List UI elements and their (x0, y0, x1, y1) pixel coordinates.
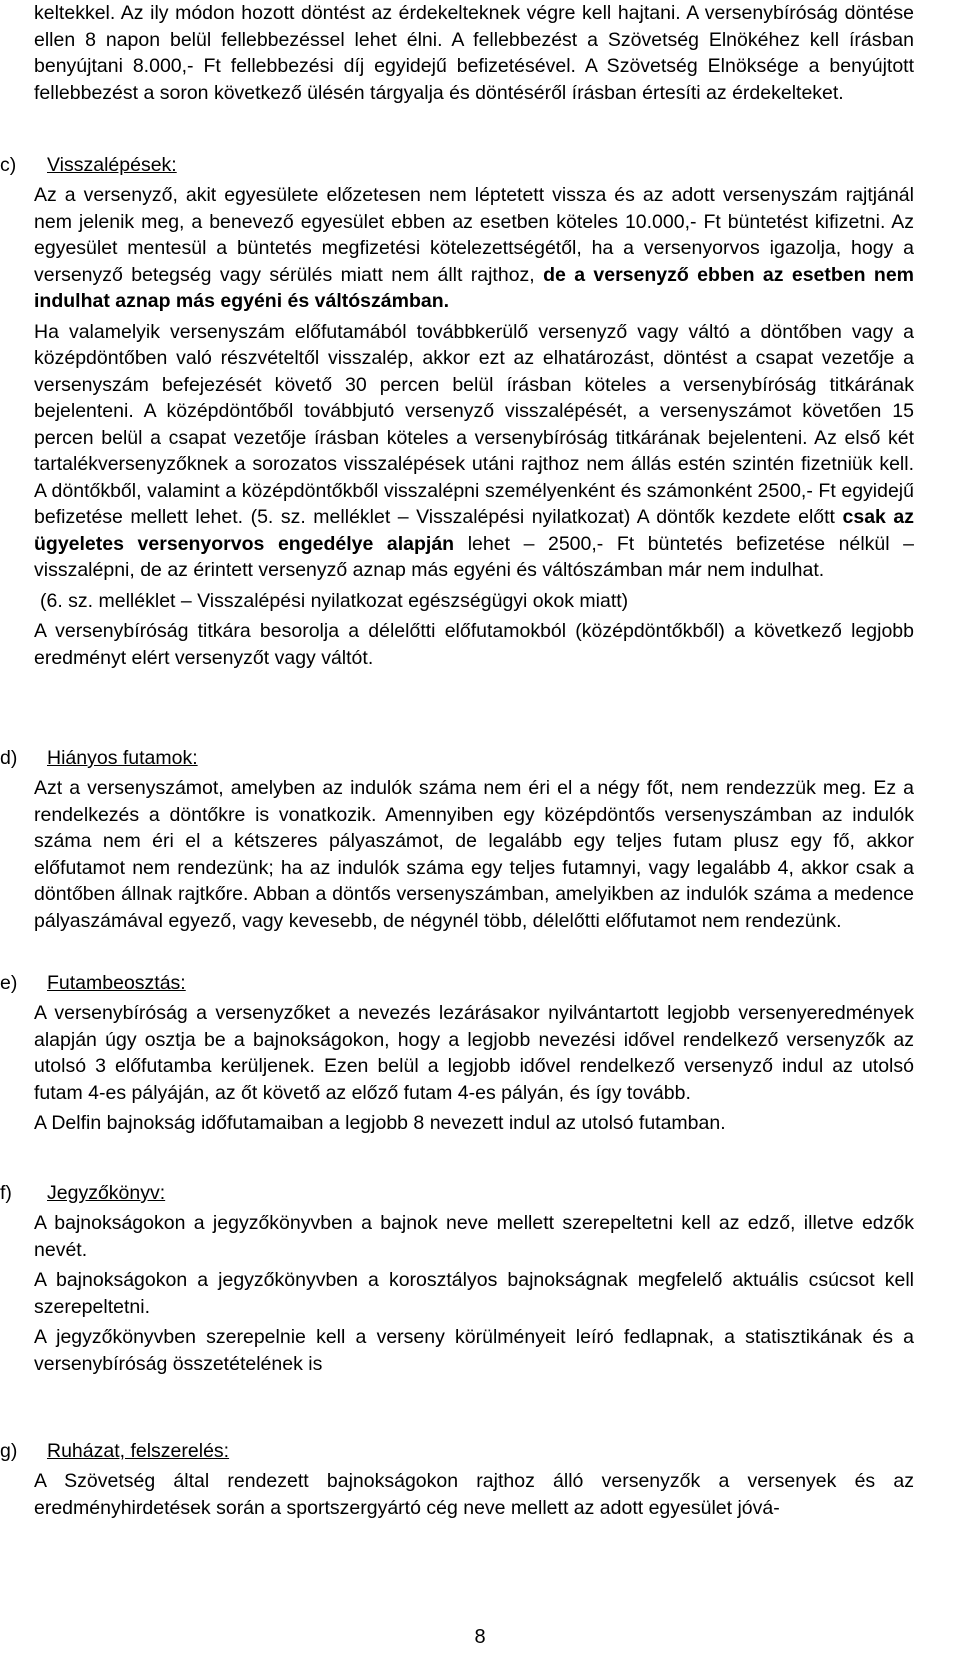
section-c-p2-text-end: lehet – 2500,- Ft büntetés befizetése nélkül – visszalépni, de az érintett versenyző aznap más egyéni és váltószámban már nem indulhat. (34, 532, 915, 581)
section-e-body (34, 1000, 914, 1141)
section-e-paragraph-1: A versenybíróság a versenyzőket a nevezés lezárásakor nyilvántartott legjobb versenyeredmények alapján úgy osztja be a bajnokságokon, hogy a legjobb nevezési idővel rendelkező versenyzők az utolsó 3 előfutamba kerüljenek. Ezen belül a legjobb idővel rendelkező versenyző indul az utolsó futam 4-es pályáján, az őt követő az előző futam 4-es pályán, és így tovább. (34, 1002, 914, 1104)
section-c-paragraph-2 (34, 319, 914, 584)
section-g-marker: g) (0, 1440, 18, 1462)
section-d-marker: d) (0, 747, 18, 769)
section-c-heading: Visszalépések: (47, 154, 177, 176)
section-c-p1-bold: de a versenyző ebben az esetben nem indulhat aznap más egyéni és váltószámban. (34, 263, 915, 312)
intro-text: keltekkel. Az ily módon hozott döntést az érdekelteknek végre kell hajtani. A versenybíróság döntése ellen 8 napon belül fellebbezéssel lehet élni. A fellebbezést a Szövetség Elnökéhez kell írásban benyújtani 8.000,- Ft fellebbezési díj egyidejű befizetésével. A Szövetség Elnöksége a benyújtott fellebbezést a soron következő ülésén tárgyalja és döntéséről írásban értesíti az érdekelteket. (34, 2, 914, 104)
intro-paragraph (34, 0, 914, 106)
section-g-heading: Ruházat, felszerelés: (47, 1440, 230, 1462)
section-f-paragraph-3: A jegyzőkönyvben szerepelnie kell a verseny körülményeit leíró fedlapnak, a statisztikának és a versenybíróság összetételének is (34, 1326, 914, 1375)
section-d-paragraph-1: Azt a versenyszámot, amelyben az indulók száma nem éri el a négy főt, nem rendezzük meg. Ez a rendelkezés a döntőkre is vonatkozik. Amennyiben egy középdöntős versenyszámban az indulók száma nem éri el a kétszeres pályaszámot, de legalább egy teljes futam plusz egy fő, akkor előfutamot nem rendezünk; ha az indulók száma egy teljes futamnyi, vagy legalább 4, akkor csak a döntőben állnak rajtkőre. Abban a döntős versenyszámban, amelyikben az indulók száma a medence pályaszámával egyező, vagy kevesebb, de négynél több, délelőtti előfutamot nem rendezünk. (34, 777, 914, 932)
page-number: 8 (474, 1626, 486, 1648)
section-f-heading: Jegyzőkönyv: (47, 1182, 166, 1204)
section-c-paragraph-3: (6. sz. melléklet – Visszalépési nyilatkozat egészségügyi okok miatt) (40, 589, 629, 612)
section-e-marker: e) (0, 972, 18, 994)
section-c-body (34, 182, 914, 675)
section-g-paragraph-1: A Szövetség által rendezett bajnokságokon rajthoz álló versenyzők a versenyek és az eredményhirdetések során a sportszergyártó cég neve mellett az adott egyesület jóvá- (34, 1470, 914, 1519)
section-f-paragraph-1: A bajnokságokon a jegyzőkönyvben a bajnok neve mellett szerepeltetni kell az edző, illetve edzők nevét. (34, 1212, 914, 1261)
section-g-body (34, 1468, 914, 1525)
section-c-marker: c) (0, 154, 17, 176)
section-f-body (34, 1210, 914, 1381)
section-d-heading: Hiányos futamok: (47, 747, 198, 769)
section-f-paragraph-2: A bajnokságokon a jegyzőkönyvben a korosztályos bajnokságnak megfelelő aktuális csúcsot kell szerepeltetni. (34, 1269, 914, 1318)
section-c-p1-text: Az a versenyző, akit egyesülete előzetesen nem léptetett vissza és az adott versenyszám rajtjánál nem jelenik meg, a benevező egyesület ebben az esetben köteles 10.000,- Ft büntetést kifizetni. Az egyesület mentesül a büntetés megfizetési kötelezettségétől, ha a versenyorvos igazolja, hogy a versenyző betegség vagy sérülés miatt nem állt rajthoz, (34, 184, 914, 286)
section-f-marker: f) (0, 1182, 12, 1204)
section-c-p2-bold: csak az ügyeletes versenyorvos engedélye alapján (34, 506, 914, 555)
section-c-paragraph-1 (34, 182, 914, 315)
section-c-p2-text: Ha valamelyik versenyszám előfutamából továbbkerülő versenyző vagy váltó a döntőben vagy a középdöntőben való részvételtől visszalép, akkor ezt az elhatározást, döntést a csapat vezetője a versenyszám befejezését követő 30 percen belül írásban köteles a versenybíróság titkárának bejelenteni. A középdöntőből továbbjutó versenyző visszalépését, a versenyszámot követően 15 percen belül a csapat vezetője írásban köteles a versenybíróság titkárának bejelenteni. Az első két tartalékversenyzőknek a sorozatos visszalépések utáni rajthoz nem állás estén szintén fizetniük kell. A döntőkből, valamint a középdöntőkből visszalépni személyenként és számonként 2500,- Ft egyidejű befizetése mellett lehet. (5. sz. melléklet – Visszalépési nyilatkozat) A döntők kezdete előtt (34, 320, 914, 528)
section-e-heading: Futambeosztás: (47, 972, 186, 994)
section-e-paragraph-2: A Delfin bajnokság időfutamaiban a legjobb 8 nevezett indul az utolsó futamban. (34, 1112, 726, 1134)
section-d-body (34, 775, 914, 938)
section-c-paragraph-4: A versenybíróság titkára besorolja a délelőtti előfutamokból (középdöntőkből) a következő legjobb eredményt elért versenyzőt vagy váltót. (34, 620, 914, 669)
